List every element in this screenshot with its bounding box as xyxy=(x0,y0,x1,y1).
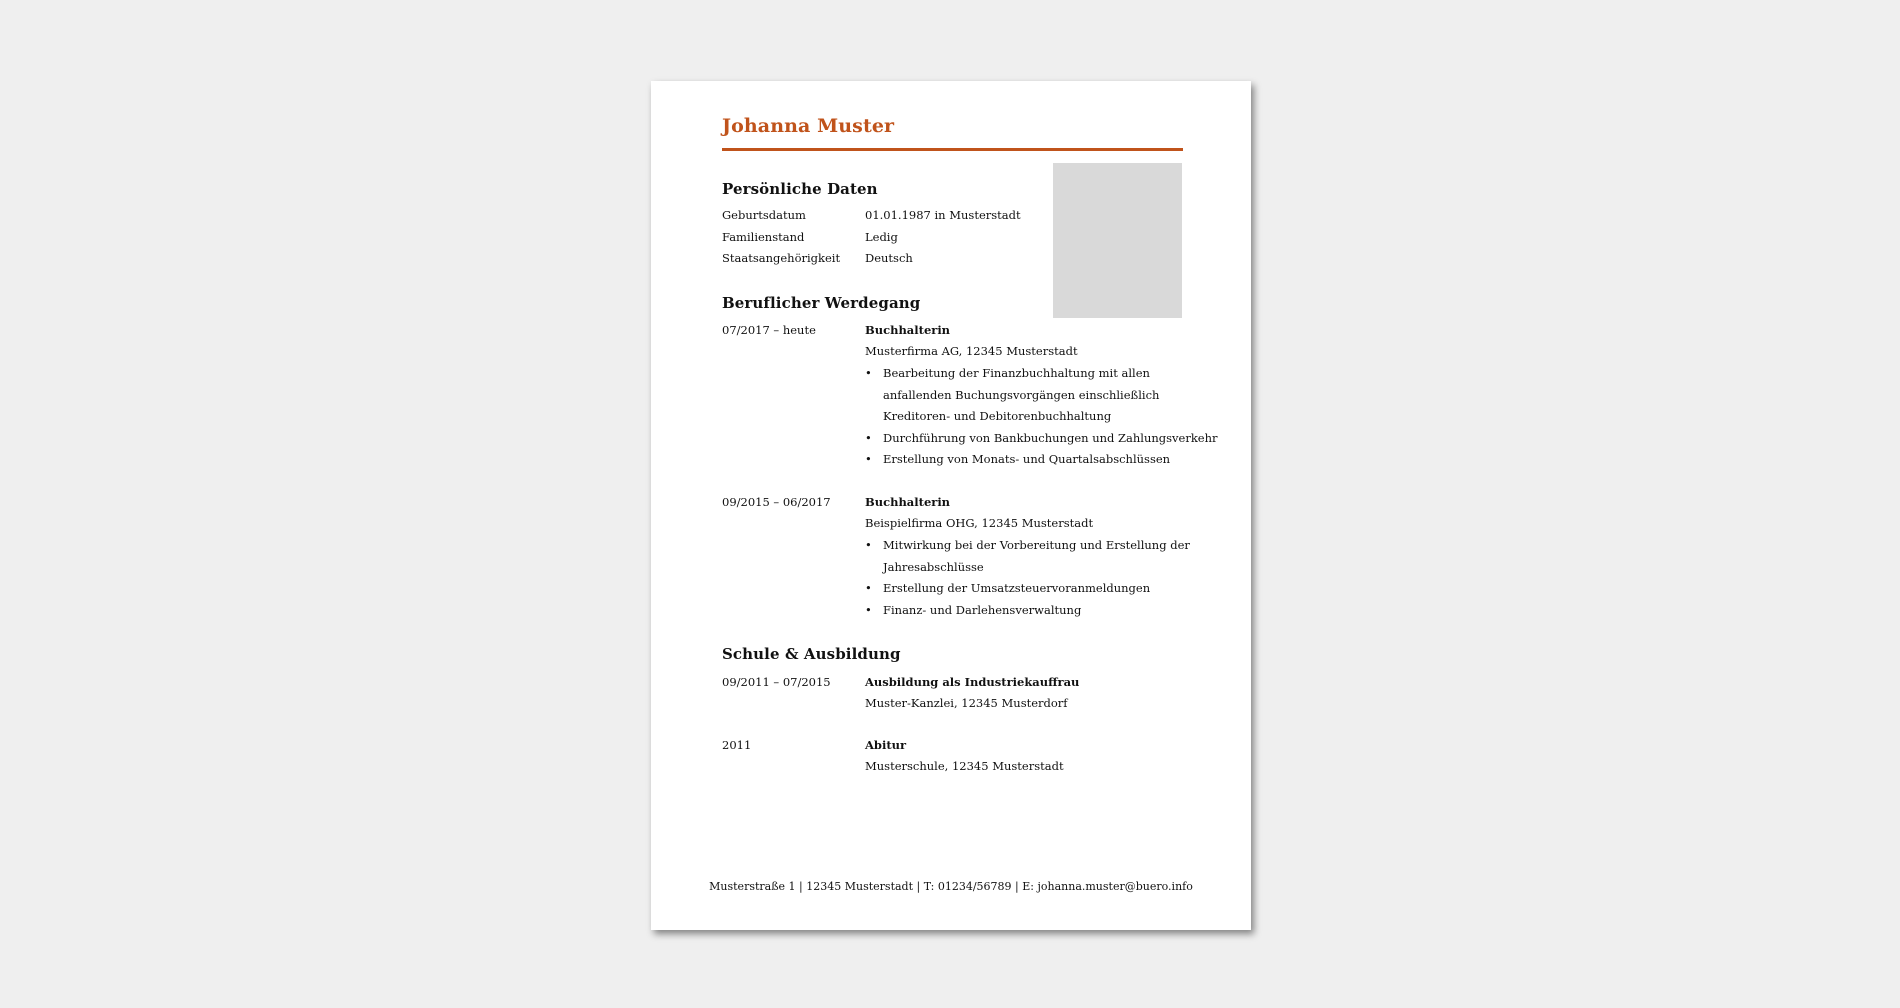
bullet-item-continuation xyxy=(865,557,1190,579)
career-bullet-list xyxy=(865,535,1190,621)
career-role: Buchhalterin xyxy=(865,323,951,337)
bullet-dot-icon: • xyxy=(865,366,872,380)
bullet-item-continuation xyxy=(865,385,1218,407)
career-bullet-list xyxy=(865,363,1218,471)
personal-label-marital-status: Familienstand xyxy=(722,230,805,244)
bullet-item xyxy=(865,363,1218,385)
section-title-education: Schule & Ausbildung xyxy=(722,645,901,663)
personal-label-birthdate: Geburtsdatum xyxy=(722,208,806,222)
resume-page xyxy=(651,81,1251,930)
career-role: Buchhalterin xyxy=(865,495,951,509)
bullet-dot-icon: • xyxy=(865,538,872,552)
education-place: Musterschule, 12345 Musterstadt xyxy=(865,759,1064,773)
education-title: Ausbildung als Industriekauffrau xyxy=(865,675,1080,689)
bullet-text: Erstellung von Monats- und Quartalsabschlüssen xyxy=(883,452,1171,466)
personal-value-nationality: Deutsch xyxy=(865,251,913,265)
bullet-text: Bearbeitung der Finanzbuchhaltung mit allen xyxy=(883,366,1150,380)
bullet-text: Erstellung der Umsatzsteuervoranmeldungen xyxy=(883,581,1151,595)
section-title-career: Beruflicher Werdegang xyxy=(722,294,921,312)
education-title: Abitur xyxy=(865,738,907,752)
bullet-item-continuation xyxy=(865,406,1218,428)
education-place: Muster-Kanzlei, 12345 Musterdorf xyxy=(865,696,1068,710)
bullet-text: Mitwirkung bei der Vorbereitung und Erstellung der xyxy=(883,538,1190,552)
bullet-text: Finanz- und Darlehensverwaltung xyxy=(883,602,1082,617)
bullet-dot-icon: • xyxy=(865,581,872,595)
career-period: 07/2017 – heute xyxy=(722,323,816,337)
education-period: 09/2011 – 07/2015 xyxy=(722,675,831,689)
bullet-dot-icon: • xyxy=(865,602,872,617)
personal-label-nationality: Staatsangehörigkeit xyxy=(722,251,841,265)
career-company: Beispielfirma OHG, 12345 Musterstadt xyxy=(865,516,1094,530)
career-period: 09/2015 – 06/2017 xyxy=(722,495,831,509)
education-period: 2011 xyxy=(722,738,752,752)
bullet-dot-icon: • xyxy=(865,452,872,466)
candidate-name: Johanna Muster xyxy=(722,115,895,137)
name-underline xyxy=(722,148,1183,151)
bullet-item xyxy=(865,578,1190,600)
bullet-text: anfallenden Buchungsvorgängen einschließlich xyxy=(883,387,1160,402)
bullet-text: Kreditoren- und Debitorenbuchhaltung xyxy=(883,409,1112,423)
bullet-item xyxy=(865,449,1218,471)
footer-contact: Musterstraße 1 | 12345 Musterstadt | T: 01234/56789 | E: johanna.muster@buero.info xyxy=(709,880,1193,893)
bullet-item xyxy=(865,535,1190,557)
career-company: Musterfirma AG, 12345 Musterstadt xyxy=(865,344,1078,358)
bullet-text: Jahresabschlüsse xyxy=(883,559,984,574)
bullet-text: Durchführung von Bankbuchungen und Zahlungsverkehr xyxy=(883,430,1218,445)
bullet-item xyxy=(865,428,1218,450)
personal-value-birthdate: 01.01.1987 in Musterstadt xyxy=(865,208,1021,222)
section-title-personal: Persönliche Daten xyxy=(722,180,878,198)
photo-placeholder xyxy=(1053,163,1182,318)
personal-value-marital-status: Ledig xyxy=(865,230,898,244)
bullet-item xyxy=(865,600,1190,622)
bullet-dot-icon: • xyxy=(865,430,872,445)
